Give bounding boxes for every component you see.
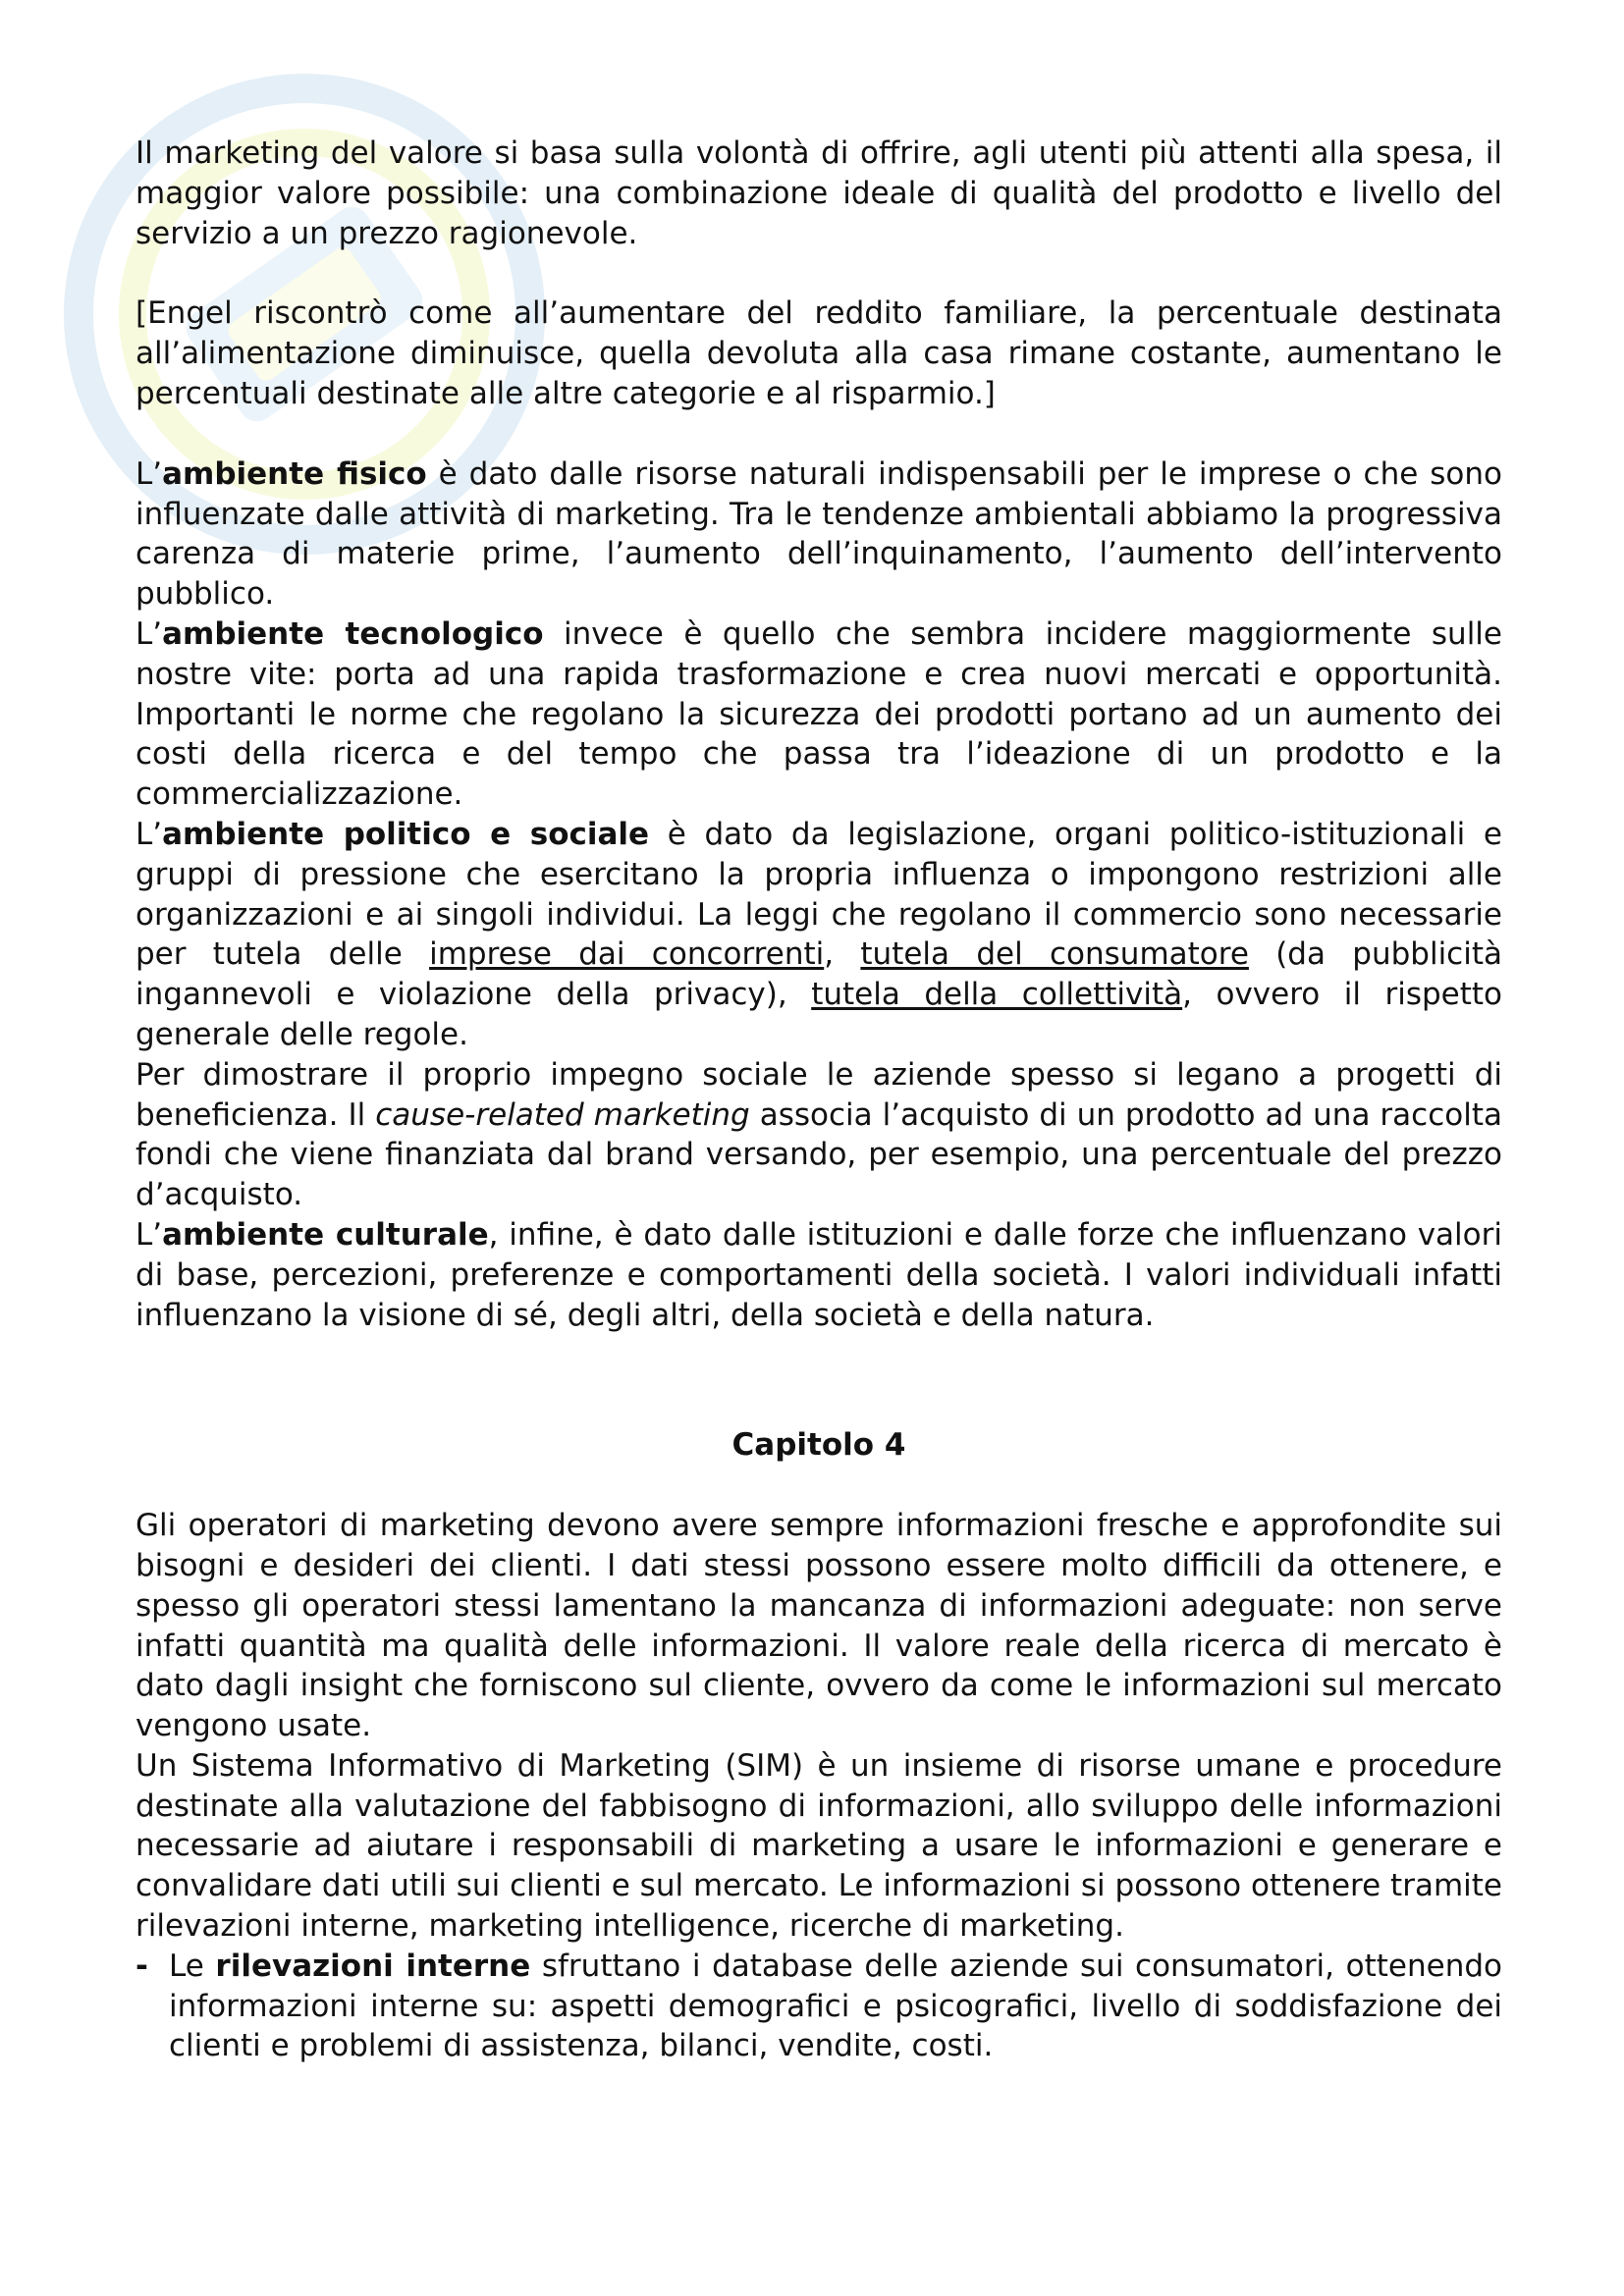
text-fragment: (da pubblicità ingannevoli e violazione della privacy),: [135, 936, 1502, 1013]
paragraph-physical-environment: [135, 454, 1502, 614]
paragraph-cause-related-marketing: [135, 1055, 1502, 1215]
paragraph-value-marketing: Il marketing del valore si basa sulla volontà di offrire, agli utenti più attenti alla spesa, il maggior valore possibile: una combinazione ideale di qualità del prodotto e livello del servizio a un prezzo ragionevole.: [135, 135, 1502, 251]
text-fragment: , ovvero il rispetto generale delle regole.: [135, 977, 1502, 1052]
paragraph-marketing-information: Gli operatori di marketing devono avere sempre informazioni fresche e approfondite sui bisogni e desideri dei clienti. I dati stessi possono essere molto difficili da ottenere, e spesso gli operatori stessi lamentano la mancanza di informazioni adeguate: non serve infatti quantità ma qualità delle informazioni. Il valore reale della ricerca di mercato è dato dagli insight che forniscono sul cliente, ovvero da come le informazioni sul mercato vengono usate.: [135, 1508, 1502, 1744]
term-rilevazioni-interne: rilevazioni interne: [215, 1948, 531, 1984]
text-fragment: Per dimostrare il proprio impegno sociale le aziende spesso si legano a progetti di beneficienza. Il: [135, 1056, 1502, 1133]
text-fragment: ,: [824, 936, 861, 973]
text-fragment: è dato dalle risorse naturali indispensabili per le imprese o che sono influenzate dalle attività di marketing. Tra le tendenze ambientali abbiamo la progressiva carenza di materie prime, l’aumento dell’inquinamento, l’aumento dell’intervento pubblico.: [135, 455, 1502, 613]
underlined-imprese-concorrenti: imprese dai concorrenti: [429, 936, 825, 973]
paragraph-technological-environment: [135, 614, 1502, 815]
underlined-tutela-consumatore: tutela del consumatore: [860, 936, 1249, 973]
term-ambiente-fisico: ambiente fisico: [162, 455, 427, 492]
term-ambiente-tecnologico: ambiente tecnologico: [162, 615, 544, 652]
text-fragment: L’: [135, 615, 163, 652]
list-item-internal-records: [135, 1947, 1502, 2066]
text-fragment: L’: [135, 455, 163, 492]
underlined-tutela-collettivita: tutela della collettività: [811, 977, 1183, 1013]
paragraph-political-social-environment: [135, 815, 1502, 1055]
text-fragment: , infine, è dato dalle istituzioni e dalle forze che influenzano valori di base, percezioni, preferenze e comportamenti della società. I valori individuali infatti influenzano la visione di sé, degli altri, della società e della natura.: [135, 1216, 1502, 1333]
term-ambiente-politico-sociale: ambiente politico e sociale: [162, 816, 650, 852]
text-fragment: associa l’acquisto di un prodotto ad una raccolta fondi che viene finanziata dal brand versando, per esempio, una percentuale del prezzo d’acquisto.: [135, 1096, 1502, 1213]
text-fragment: è dato da legislazione, organi politico-istituzionali e gruppi di pressione che esercitano la propria influenza o impongono restrizioni alle organizzazioni e ai singoli individui. La leggi che regolano il commercio sono necessarie per tutela delle: [135, 816, 1502, 973]
paragraph-sim: Un Sistema Informativo di Marketing (SIM) è un insieme di risorse umane e procedure destinate alla valutazione del fabbisogno di informazioni, allo sviluppo delle informazioni necessarie ad aiutare i responsabili di marketing a usare le informazioni e generare e convalidare dati utili sui clienti e sul mercato. Le informazioni si possono ottenere tramite rilevazioni interne, marketing intelligence, ricerche di marketing.: [135, 1747, 1502, 1945]
chapter-title: Capitolo 4: [731, 1427, 906, 1464]
term-ambiente-culturale: ambiente culturale: [162, 1216, 489, 1253]
text-fragment: Le: [169, 1948, 216, 1984]
document-page: [135, 133, 1502, 2066]
paragraph-engel: [Engel riscontrò come all’aumentare del reddito familiare, la percentuale destinata all’alimentazione diminuisce, quella devoluta alla casa rimane costante, aumentano le percentuali destinate alle altre categorie e al risparmio.]: [135, 295, 1502, 411]
text-fragment: invece è quello che sembra incidere maggiormente sulle nostre vite: porta ad una rapida trasformazione e crea nuovi mercati e opportunità. Importanti le norme che regolano la sicurezza dei prodotti portano ad un aumento dei costi della ricerca e del tempo che passa tra l’ideazione di un prodotto e la commercializzazione.: [135, 615, 1502, 813]
term-cause-related-marketing: cause-related marketing: [375, 1096, 750, 1133]
text-fragment: sfruttano i database delle aziende sui consumatori, ottenendo informazioni interne su: aspetti demografici e psicografici, livello di soddisfazione dei clienti e problemi di assistenza, bilanci, vendite, costi.: [169, 1948, 1502, 2064]
list-dash: -: [135, 1948, 148, 1984]
paragraph-cultural-environment: [135, 1215, 1502, 1335]
text-fragment: L’: [135, 816, 163, 852]
text-fragment: L’: [135, 1216, 163, 1253]
